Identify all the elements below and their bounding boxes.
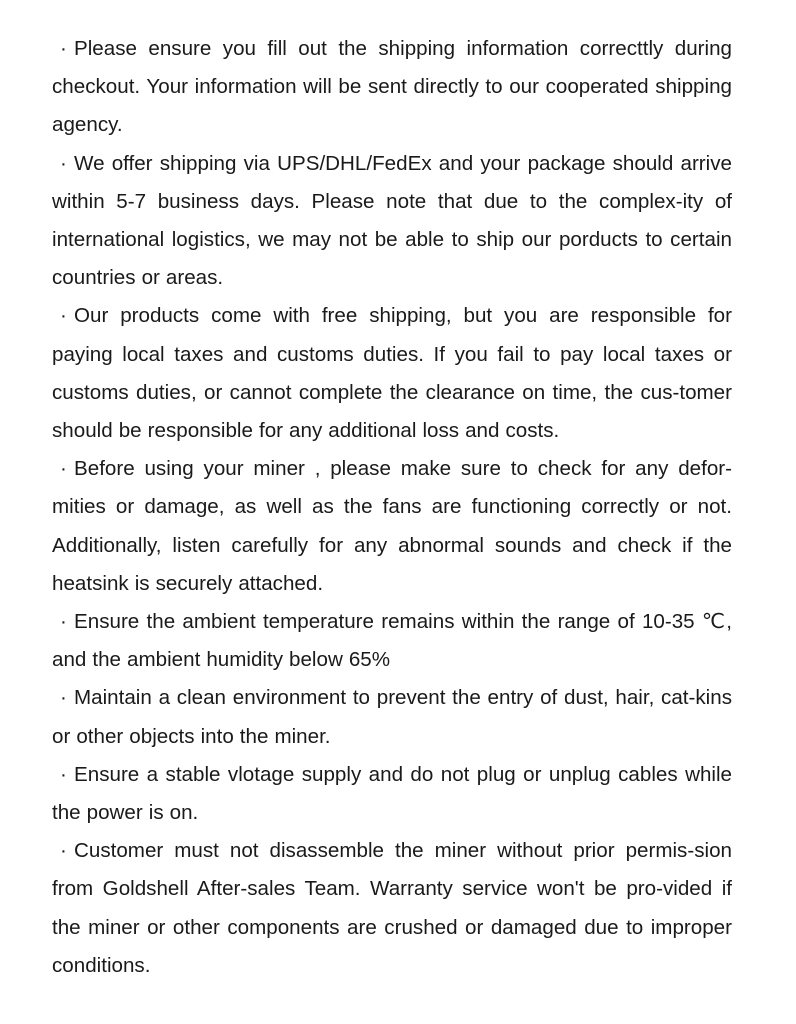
bullet-dot: · — [60, 839, 67, 863]
bullet-dot: · — [60, 610, 67, 634]
notice-text: Our products come with free shipping, but you are responsible for paying local taxes and customs duties. If you fail to pay local taxes or customs duties, or cannot complete the clearance on time, the cus-tomer should be responsible for any additional loss and costs. — [52, 304, 732, 443]
notice-inspection — [52, 450, 732, 603]
bullet-dot: · — [60, 151, 67, 175]
notice-text: Please ensure you fill out the shipping information correcttly during checkout. Your information will be sent directly to our cooperated shipping agency. — [52, 37, 732, 137]
notice-taxes-duties — [52, 297, 732, 450]
bullet-dot: · — [60, 686, 67, 710]
notice-text: Before using your miner , please make sure to check for any defor-mities or damage, as well as the fans are functioning correctly or not. Additionally, listen carefully for any abnormal sounds and check if the heatsink is securely attached. — [52, 457, 732, 595]
bullet-dot: · — [60, 304, 67, 328]
notice-temperature — [52, 603, 732, 679]
notice-text: Ensure the ambient temperature remains within the range of 10-35 ℃, and the ambient humidity below 65% — [52, 610, 732, 672]
notice-carriers — [52, 145, 732, 298]
notice-clean-environment — [52, 679, 732, 755]
bullet-dot: · — [60, 37, 67, 60]
shipping-notice-list — [52, 30, 732, 985]
notice-shipping-info — [52, 30, 732, 145]
notice-disassembly-warranty — [52, 832, 732, 985]
notice-text: Ensure a stable vlotage supply and do not plug or unplug cables while the power is on. — [52, 762, 732, 825]
notice-text: Customer must not disassemble the miner without prior permis-sion from Goldshell After-sales Team. Warranty service won't be pro-vided if the miner or other components are crushed or damaged due to improper conditions. — [52, 839, 732, 977]
notice-text: Maintain a clean environment to prevent the entry of dust, hair, cat-kins or other objects into the miner. — [52, 686, 732, 748]
bullet-dot: · — [60, 457, 67, 481]
notice-text: We offer shipping via UPS/DHL/FedEx and your package should arrive within 5-7 business days. Please note that due to the complex-ity of international logistics, we may not be able to ship our porducts to certain countries or areas. — [52, 151, 732, 290]
notice-voltage — [52, 756, 732, 832]
bullet-dot: · — [60, 762, 67, 786]
